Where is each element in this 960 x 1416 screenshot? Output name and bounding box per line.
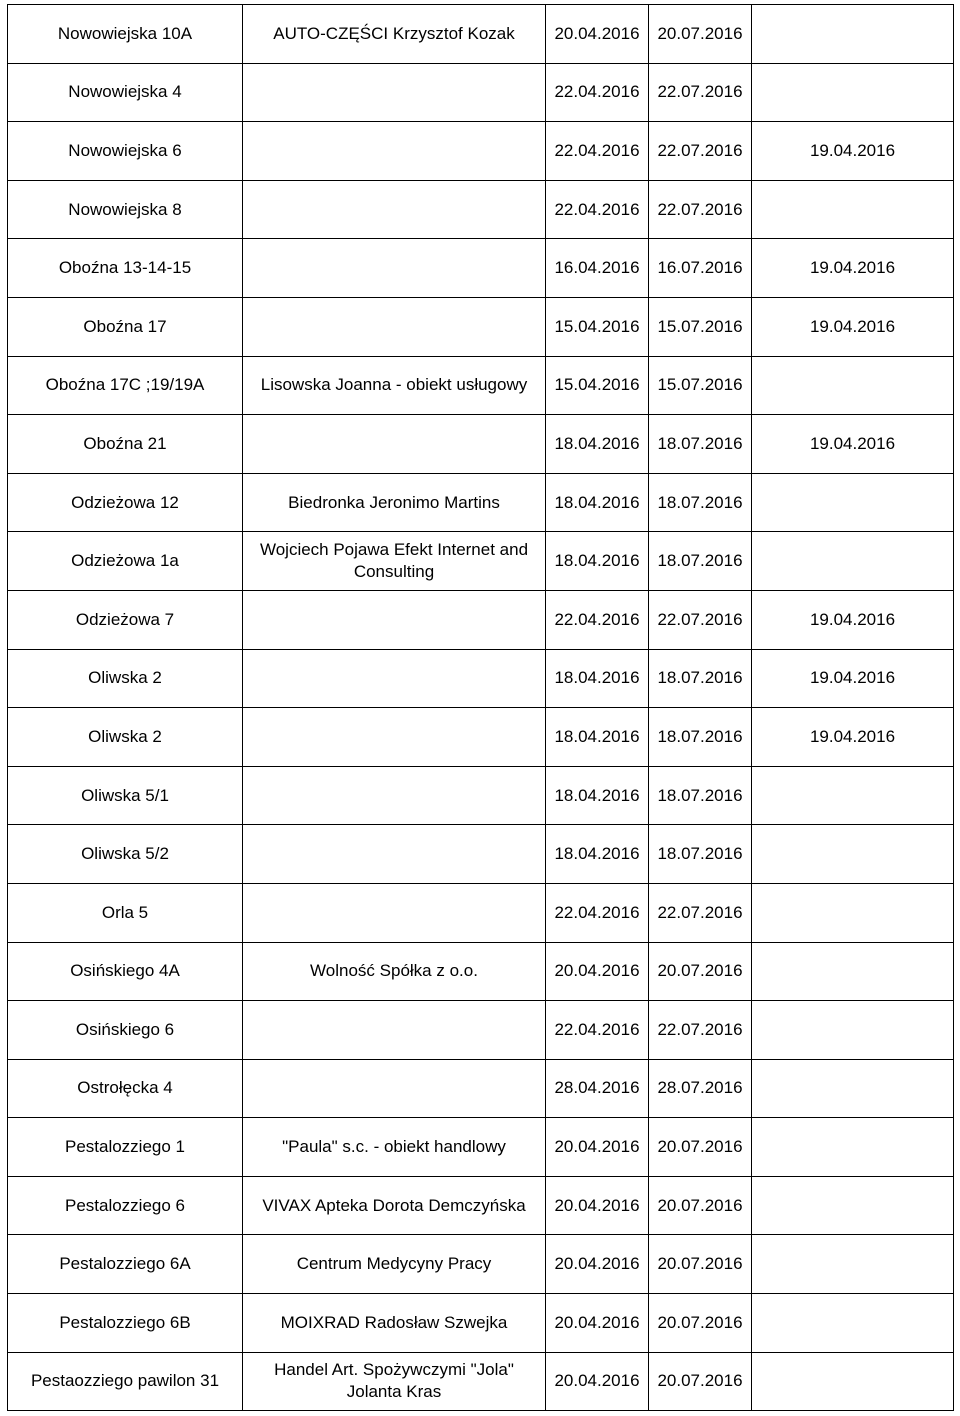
extra-date-cell <box>752 942 954 1001</box>
company-cell <box>243 649 546 708</box>
table-row <box>8 532 954 591</box>
date-start-text: 18.04.2016 <box>554 551 640 571</box>
extra-date-cell <box>752 590 954 649</box>
company-cell <box>243 1294 546 1353</box>
table-row <box>8 239 954 298</box>
address-cell <box>8 708 243 767</box>
date-end-text: 28.07.2016 <box>657 1078 743 1098</box>
table-row <box>8 1176 954 1235</box>
extra-date-text: 19.04.2016 <box>809 140 896 160</box>
date-start-cell <box>546 180 649 239</box>
data-table <box>7 4 954 1411</box>
table-row <box>8 1001 954 1060</box>
address-cell <box>8 1235 243 1294</box>
date-end-cell <box>649 825 752 884</box>
address-cell <box>8 1118 243 1177</box>
address-text: Oliwska 2 <box>88 726 162 746</box>
table-row <box>8 5 954 64</box>
date-start-cell <box>546 356 649 415</box>
table-row <box>8 297 954 356</box>
address-text: Orla 5 <box>101 902 149 922</box>
table-row <box>8 825 954 884</box>
date-end-cell <box>649 590 752 649</box>
address-text: Oliwska 2 <box>88 668 162 688</box>
extra-date-cell <box>752 1001 954 1060</box>
address-cell <box>8 1001 243 1060</box>
date-start-text: 18.04.2016 <box>554 726 640 746</box>
company-text: Biedronka Jeronimo Martins <box>288 492 500 512</box>
address-cell <box>8 1352 243 1411</box>
address-text: Pestalozziego 6B <box>59 1312 191 1332</box>
date-start-cell <box>546 239 649 298</box>
company-cell <box>243 1059 546 1118</box>
date-end-text: 20.07.2016 <box>657 1195 743 1215</box>
address-text: Nowowiejska 4 <box>68 82 182 102</box>
extra-date-cell <box>752 649 954 708</box>
company-cell <box>243 239 546 298</box>
table-body <box>8 5 954 1411</box>
address-text: Odzieżowa 12 <box>71 492 179 512</box>
date-end-text: 15.07.2016 <box>657 375 743 395</box>
date-start-text: 22.04.2016 <box>554 140 640 160</box>
company-cell <box>243 766 546 825</box>
date-end-text: 20.07.2016 <box>657 1254 743 1274</box>
address-text: Odzieżowa 1a <box>71 551 179 571</box>
date-start-text: 22.04.2016 <box>554 199 640 219</box>
date-end-text: 20.07.2016 <box>657 961 743 981</box>
date-end-cell <box>649 239 752 298</box>
table-row <box>8 122 954 181</box>
extra-date-cell <box>752 1352 954 1411</box>
company-cell <box>243 825 546 884</box>
address-text: Nowowiejska 10A <box>57 23 193 43</box>
date-start-cell <box>546 883 649 942</box>
address-cell <box>8 766 243 825</box>
address-text: Pestalozziego 1 <box>64 1137 186 1157</box>
date-start-cell <box>546 415 649 474</box>
extra-date-cell <box>752 1294 954 1353</box>
date-start-cell <box>546 122 649 181</box>
date-end-text: 18.07.2016 <box>657 433 743 453</box>
date-start-cell <box>546 297 649 356</box>
address-text: Nowowiejska 6 <box>68 140 182 160</box>
table-row <box>8 883 954 942</box>
address-cell <box>8 1294 243 1353</box>
extra-date-text: 19.04.2016 <box>809 433 896 453</box>
date-start-cell <box>546 825 649 884</box>
address-text: Pestaozziego pawilon 31 <box>30 1371 220 1391</box>
date-start-text: 18.04.2016 <box>554 433 640 453</box>
date-end-text: 22.07.2016 <box>657 609 743 629</box>
company-cell <box>243 1001 546 1060</box>
company-text: MOIXRAD Radosław Szwejka <box>280 1312 508 1332</box>
extra-date-cell <box>752 1118 954 1177</box>
table-row <box>8 649 954 708</box>
table-row <box>8 63 954 122</box>
date-end-text: 18.07.2016 <box>657 844 743 864</box>
extra-date-text: 19.04.2016 <box>809 258 896 278</box>
address-cell <box>8 356 243 415</box>
date-start-cell <box>546 649 649 708</box>
date-start-cell <box>546 590 649 649</box>
company-text: AUTO-CZĘŚCI Krzysztof Kozak <box>273 23 515 43</box>
date-end-cell <box>649 415 752 474</box>
date-end-text: 18.07.2016 <box>657 492 743 512</box>
extra-date-cell <box>752 473 954 532</box>
address-cell <box>8 180 243 239</box>
address-text: Oboźna 17C ;19/19A <box>45 375 205 395</box>
date-start-text: 15.04.2016 <box>554 375 640 395</box>
address-cell <box>8 63 243 122</box>
table-row <box>8 356 954 415</box>
extra-date-cell <box>752 122 954 181</box>
company-cell <box>243 532 546 591</box>
date-end-text: 20.07.2016 <box>657 1371 743 1391</box>
date-start-text: 28.04.2016 <box>554 1078 640 1098</box>
date-end-cell <box>649 1001 752 1060</box>
address-cell <box>8 415 243 474</box>
company-text: Handel Art. Spożywczymi "Jola" Jolanta Kras <box>274 1360 514 1402</box>
table-row <box>8 1294 954 1353</box>
date-start-text: 15.04.2016 <box>554 316 640 336</box>
date-start-text: 20.04.2016 <box>554 1195 640 1215</box>
date-end-text: 22.07.2016 <box>657 82 743 102</box>
date-end-cell <box>649 297 752 356</box>
extra-date-cell <box>752 1059 954 1118</box>
address-text: Pestalozziego 6 <box>64 1195 186 1215</box>
extra-date-cell <box>752 1235 954 1294</box>
date-end-text: 22.07.2016 <box>657 1019 743 1039</box>
address-text: Oboźna 13-14-15 <box>58 258 192 278</box>
date-start-text: 22.04.2016 <box>554 609 640 629</box>
date-start-text: 18.04.2016 <box>554 492 640 512</box>
extra-date-cell <box>752 5 954 64</box>
date-start-text: 18.04.2016 <box>554 785 640 805</box>
date-start-cell <box>546 1118 649 1177</box>
date-start-text: 20.04.2016 <box>554 1371 640 1391</box>
company-cell <box>243 415 546 474</box>
date-end-cell <box>649 473 752 532</box>
table-row <box>8 1118 954 1177</box>
date-start-cell <box>546 1294 649 1353</box>
extra-date-cell <box>752 708 954 767</box>
date-start-cell <box>546 1176 649 1235</box>
company-cell <box>243 883 546 942</box>
date-start-cell <box>546 473 649 532</box>
address-cell <box>8 649 243 708</box>
date-start-text: 20.04.2016 <box>554 1254 640 1274</box>
date-start-text: 18.04.2016 <box>554 844 640 864</box>
address-text: Osińskiego 6 <box>75 1019 175 1039</box>
address-text: Oliwska 5/2 <box>81 844 169 864</box>
address-cell <box>8 473 243 532</box>
date-end-cell <box>649 883 752 942</box>
table-row <box>8 473 954 532</box>
date-start-cell <box>546 942 649 1001</box>
date-end-text: 16.07.2016 <box>657 258 743 278</box>
date-start-cell <box>546 708 649 767</box>
date-start-text: 20.04.2016 <box>554 961 640 981</box>
address-text: Ostrołęcka 4 <box>77 1078 173 1098</box>
date-end-text: 18.07.2016 <box>657 668 743 688</box>
address-text: Oboźna 21 <box>83 433 167 453</box>
date-end-cell <box>649 180 752 239</box>
date-end-cell <box>649 649 752 708</box>
table-row <box>8 1352 954 1411</box>
extra-date-text: 19.04.2016 <box>809 668 896 688</box>
address-cell <box>8 590 243 649</box>
date-start-text: 16.04.2016 <box>554 258 640 278</box>
company-cell <box>243 63 546 122</box>
address-text: Pestalozziego 6A <box>59 1254 191 1274</box>
company-text: Lisowska Joanna - obiekt usługowy <box>260 375 528 395</box>
table-row <box>8 590 954 649</box>
company-cell <box>243 122 546 181</box>
address-text: Osińskiego 4A <box>70 961 180 981</box>
company-cell <box>243 942 546 1001</box>
company-text: Centrum Medycyny Pracy <box>296 1254 492 1274</box>
date-end-cell <box>649 1118 752 1177</box>
company-cell <box>243 473 546 532</box>
address-text: Oliwska 5/1 <box>81 785 169 805</box>
date-start-cell <box>546 1001 649 1060</box>
address-text: Odzieżowa 7 <box>75 609 175 629</box>
date-end-cell <box>649 708 752 767</box>
company-cell <box>243 180 546 239</box>
extra-date-cell <box>752 180 954 239</box>
extra-date-text: 19.04.2016 <box>809 316 896 336</box>
date-end-cell <box>649 356 752 415</box>
extra-date-text: 19.04.2016 <box>809 609 896 629</box>
date-end-text: 22.07.2016 <box>657 199 743 219</box>
address-cell <box>8 532 243 591</box>
date-end-text: 18.07.2016 <box>657 726 743 746</box>
date-end-text: 18.07.2016 <box>657 551 743 571</box>
extra-date-cell <box>752 766 954 825</box>
extra-date-cell <box>752 825 954 884</box>
date-start-text: 22.04.2016 <box>554 82 640 102</box>
table-row <box>8 766 954 825</box>
company-text: "Paula" s.c. - obiekt handlowy <box>282 1137 506 1157</box>
extra-date-cell <box>752 297 954 356</box>
date-end-cell <box>649 1294 752 1353</box>
company-cell <box>243 1118 546 1177</box>
company-cell <box>243 5 546 64</box>
address-cell <box>8 239 243 298</box>
address-cell <box>8 883 243 942</box>
company-cell <box>243 1176 546 1235</box>
extra-date-cell <box>752 63 954 122</box>
address-cell <box>8 1059 243 1118</box>
date-end-cell <box>649 532 752 591</box>
table-row <box>8 1059 954 1118</box>
company-cell <box>243 708 546 767</box>
date-start-cell <box>546 1059 649 1118</box>
company-cell <box>243 356 546 415</box>
extra-date-cell <box>752 415 954 474</box>
address-text: Oboźna 17 <box>83 316 167 336</box>
date-start-text: 18.04.2016 <box>554 668 640 688</box>
address-cell <box>8 297 243 356</box>
date-start-text: 22.04.2016 <box>554 902 640 922</box>
table-row <box>8 1235 954 1294</box>
date-end-cell <box>649 1235 752 1294</box>
date-end-text: 22.07.2016 <box>657 140 743 160</box>
address-cell <box>8 5 243 64</box>
date-end-cell <box>649 942 752 1001</box>
company-cell <box>243 1352 546 1411</box>
company-text: VIVAX Apteka Dorota Demczyńska <box>262 1195 526 1215</box>
date-start-cell <box>546 766 649 825</box>
date-end-cell <box>649 122 752 181</box>
table-row <box>8 942 954 1001</box>
date-start-cell <box>546 532 649 591</box>
address-cell <box>8 825 243 884</box>
date-end-text: 15.07.2016 <box>657 316 743 336</box>
date-end-cell <box>649 766 752 825</box>
company-text: Wolność Spółka z o.o. <box>310 961 478 981</box>
table-row <box>8 708 954 767</box>
extra-date-cell <box>752 239 954 298</box>
date-end-cell <box>649 1176 752 1235</box>
company-cell <box>243 1235 546 1294</box>
date-start-text: 20.04.2016 <box>554 1137 640 1157</box>
table-row <box>8 180 954 239</box>
date-start-text: 20.04.2016 <box>554 23 640 43</box>
date-end-cell <box>649 5 752 64</box>
address-cell <box>8 122 243 181</box>
date-end-text: 20.07.2016 <box>657 1137 743 1157</box>
date-end-text: 22.07.2016 <box>657 902 743 922</box>
date-end-text: 20.07.2016 <box>657 23 743 43</box>
date-start-text: 20.04.2016 <box>554 1312 640 1332</box>
address-text: Nowowiejska 8 <box>68 199 182 219</box>
address-cell <box>8 942 243 1001</box>
date-start-cell <box>546 1352 649 1411</box>
date-start-text: 22.04.2016 <box>554 1019 640 1039</box>
extra-date-cell <box>752 356 954 415</box>
table-row <box>8 415 954 474</box>
extra-date-cell <box>752 532 954 591</box>
date-end-cell <box>649 1059 752 1118</box>
company-text: Wojciech Pojawa Efekt Internet and Consulting <box>259 540 529 582</box>
address-cell <box>8 1176 243 1235</box>
date-start-cell <box>546 1235 649 1294</box>
extra-date-cell <box>752 1176 954 1235</box>
date-end-cell <box>649 63 752 122</box>
extra-date-text: 19.04.2016 <box>809 726 896 746</box>
date-start-cell <box>546 63 649 122</box>
company-cell <box>243 590 546 649</box>
date-end-text: 20.07.2016 <box>657 1312 743 1332</box>
date-end-cell <box>649 1352 752 1411</box>
company-cell <box>243 297 546 356</box>
extra-date-cell <box>752 883 954 942</box>
date-start-cell <box>546 5 649 64</box>
date-end-text: 18.07.2016 <box>657 785 743 805</box>
